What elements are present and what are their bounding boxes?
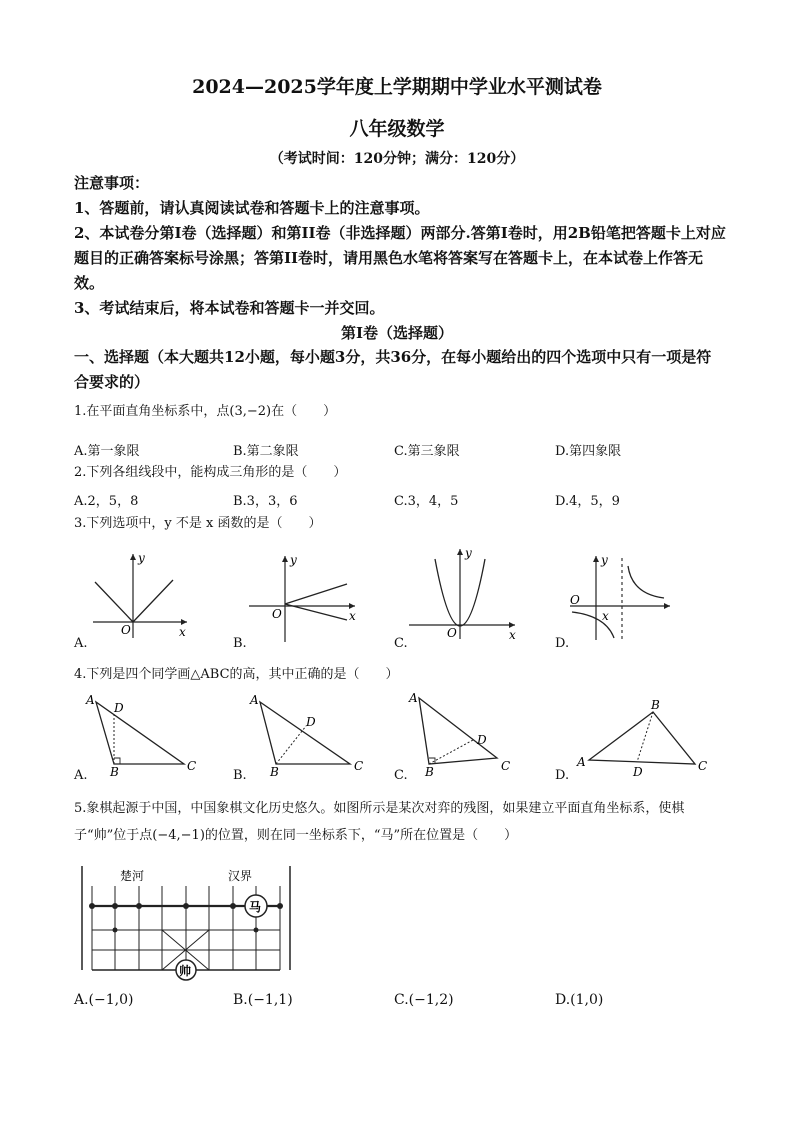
triangle-b-label-c: C bbox=[354, 759, 364, 773]
question-1-option-b: B.第二象限 bbox=[233, 444, 299, 459]
notice-heading: 注意事项： bbox=[74, 174, 150, 192]
question-4-stem: 4.下列是四个同学画△ABC的高，其中正确的是（ ） bbox=[74, 667, 399, 682]
question-4-option-b: B. bbox=[233, 768, 247, 783]
triangle-d-label-b: B bbox=[651, 698, 660, 712]
triangle-a-label-c: C bbox=[187, 759, 197, 773]
triangle-b-label-a: A bbox=[250, 693, 259, 707]
question-4-option-c: C. bbox=[394, 768, 408, 783]
exam-title: 2024—2025学年度上学期期中学业水平测试卷 bbox=[192, 76, 602, 98]
question-3-option-b: B. bbox=[233, 636, 247, 651]
triangle-a-label-b: B bbox=[110, 765, 119, 778]
question-4-option-a: A. bbox=[74, 768, 88, 783]
question-3-graph-d bbox=[566, 550, 676, 642]
notice-item-3: 3、考试结束后，将本试卷和答题卡一并交回。 bbox=[74, 299, 385, 317]
question-2-option-b: B.3，3，6 bbox=[233, 494, 298, 509]
question-3-stem: 3.下列选项中，y 不是 x 函数的是（ ） bbox=[74, 516, 322, 531]
notice-item-1: 1、答题前，请认真阅读试卷和答题卡上的注意事项。 bbox=[74, 199, 430, 217]
triangle-d-label-c: C bbox=[698, 759, 708, 773]
question-3-option-c: C. bbox=[394, 636, 408, 651]
exam-info: （考试时间：120分钟；满分：120分） bbox=[269, 151, 525, 167]
question-1-option-d: D.第四象限 bbox=[555, 444, 622, 459]
question-5-option-c: C.(−1,2) bbox=[394, 992, 454, 1008]
question-3-option-d: D. bbox=[555, 636, 570, 651]
question-4-triangle-b bbox=[246, 692, 370, 778]
question-5-stem-line-1: 5.象棋起源于中国，中国象棋文化历史悠久。如图所示是某次对弈的残图，如果建立平面直角坐标系，使棋 bbox=[74, 801, 685, 816]
question-3-graph-b bbox=[245, 550, 360, 645]
board-river-left: 楚河 bbox=[120, 869, 145, 883]
graph-d-origin-label: O bbox=[570, 593, 580, 607]
question-2-option-c: C.3，4，5 bbox=[394, 494, 459, 509]
question-5-chess-board bbox=[78, 862, 298, 982]
triangle-b-label-b: B bbox=[270, 765, 279, 778]
graph-a-origin-label: O bbox=[121, 623, 131, 637]
question-2-option-a: A.2，5，8 bbox=[74, 494, 139, 509]
triangle-a-label-d: D bbox=[114, 701, 124, 715]
graph-b-y-label: y bbox=[290, 553, 297, 567]
part1-instruction: 一、选择题（本大题共12小题，每小题3分，共36分，在每小题给出的四个选项中只有一项是符合要求的） bbox=[74, 348, 712, 391]
graph-a-y-label: y bbox=[138, 551, 145, 565]
question-5-option-a: A.(−1,0) bbox=[74, 992, 134, 1008]
question-4-option-d: D. bbox=[555, 768, 570, 783]
question-3-option-a: A. bbox=[74, 636, 88, 651]
notice-item-2: 2、本试卷分第I卷（选择题）和第II卷（非选择题）两部分.答第I卷时，用2B铅笔把答题卡上对应题目的正确答案标号涂黑；答第II卷时，请用黑色水笔将答案写在答题卡上，在本试卷上作答无效。 bbox=[74, 224, 726, 292]
question-1-option-a: A.第一象限 bbox=[74, 444, 140, 459]
triangle-c-label-b: B bbox=[425, 765, 434, 778]
exam-subject: 八年级数学 bbox=[349, 118, 445, 140]
graph-c-origin-label: O bbox=[447, 626, 457, 640]
question-4-triangle-d bbox=[575, 698, 715, 780]
triangle-c-label-d: D bbox=[477, 733, 487, 747]
triangle-d-label-a: A bbox=[577, 755, 586, 769]
graph-c-x-label: x bbox=[509, 628, 516, 642]
graph-c-y-label: y bbox=[465, 546, 472, 560]
board-piece-ma-label: 马 bbox=[249, 900, 262, 914]
question-4-triangle-c bbox=[405, 688, 525, 778]
graph-b-x-label: x bbox=[349, 609, 356, 623]
triangle-c-label-c: C bbox=[501, 759, 511, 773]
triangle-a-label-a: A bbox=[86, 693, 95, 707]
graph-d-y-label: y bbox=[601, 553, 608, 567]
question-3-graph-c bbox=[405, 545, 520, 642]
question-1-option-c: C.第三象限 bbox=[394, 444, 460, 459]
question-4-triangle-a bbox=[84, 692, 204, 778]
triangle-b-label-d: D bbox=[306, 715, 316, 729]
question-5-option-b: B.(−1,1) bbox=[233, 992, 293, 1008]
question-1-stem: 1.在平面直角坐标系中，点(3,−2)在（ ） bbox=[74, 404, 337, 419]
graph-b-origin-label: O bbox=[272, 607, 282, 621]
part1-heading: 第I卷（选择题） bbox=[340, 324, 454, 342]
graph-d-x-label: x bbox=[602, 609, 609, 623]
triangle-c-label-a: A bbox=[409, 691, 418, 705]
question-2-stem: 2.下列各组线段中，能构成三角形的是（ ） bbox=[74, 465, 347, 480]
question-3-graph-a bbox=[85, 550, 195, 642]
graph-a-x-label: x bbox=[179, 625, 186, 639]
question-5-stem-line-2: 子“帅”位于点(−4,−1)的位置，则在同一坐标系下，“马”所在位置是（ ） bbox=[74, 828, 518, 843]
board-piece-shuai-label: 帅 bbox=[179, 964, 192, 978]
board-river-right: 汉界 bbox=[228, 869, 253, 883]
question-2-option-d: D.4，5，9 bbox=[555, 494, 620, 509]
question-5-option-d: D.(1,0) bbox=[555, 992, 604, 1008]
triangle-d-label-d: D bbox=[633, 765, 643, 779]
